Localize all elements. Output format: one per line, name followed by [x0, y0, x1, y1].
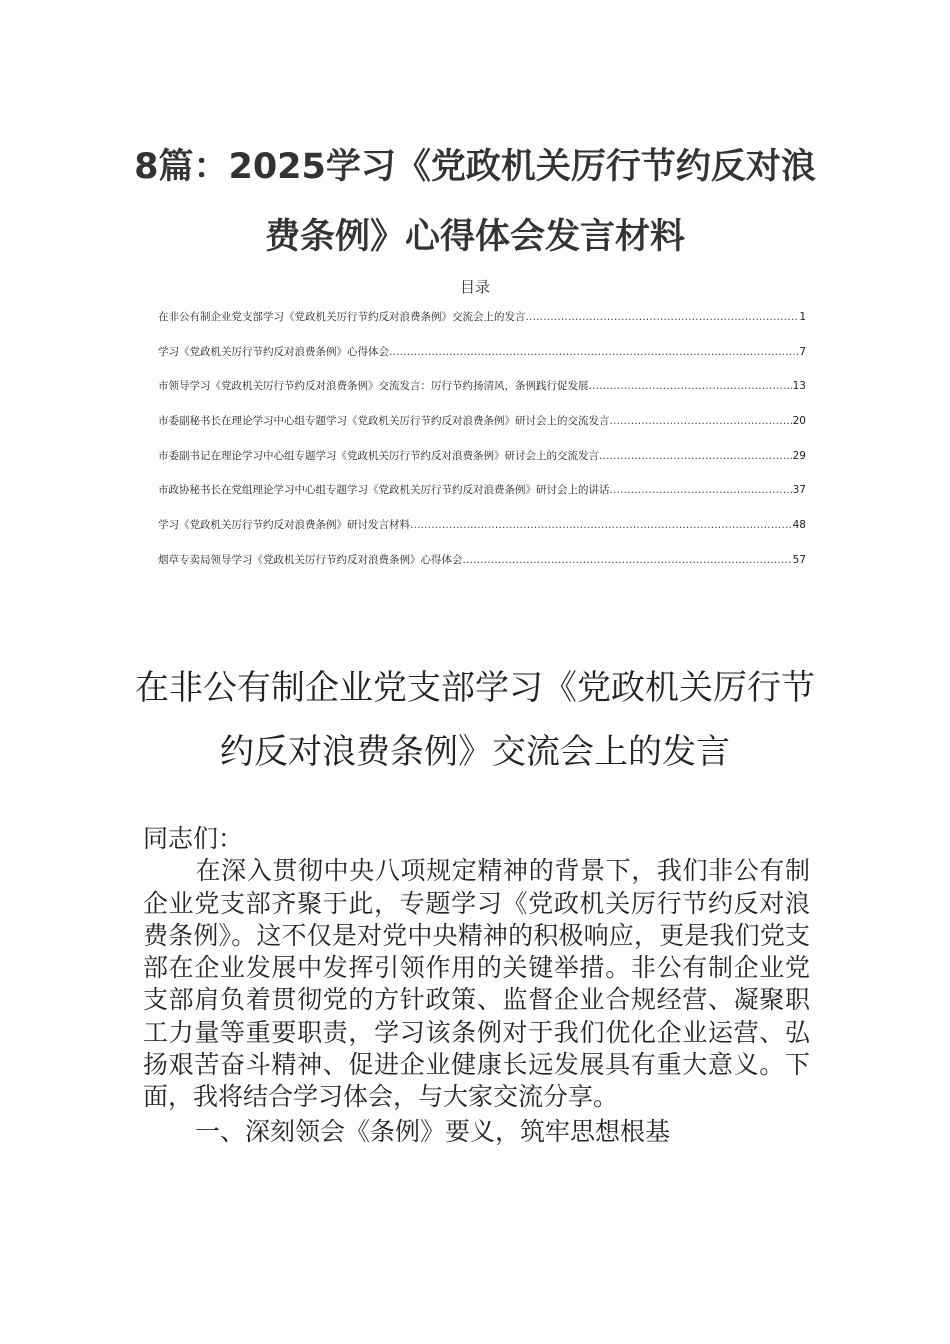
toc-entry-title: 市委副书记在理论学习中心组专题学习《党政机关厉行节约反对浪费条例》研讨会上的交流发言 — [158, 449, 599, 462]
toc-entry-title: 学习《党政机关厉行节约反对浪费条例》心得体会 — [158, 345, 389, 358]
section-body — [143, 823, 810, 1148]
toc-leader-dots — [599, 450, 792, 462]
toc-leader-dots — [463, 554, 792, 566]
toc-entry[interactable] — [158, 309, 806, 344]
toc-entry[interactable] — [158, 517, 806, 552]
toc-entry-page: 57 — [792, 553, 806, 566]
toc-entry-page: 48 — [792, 519, 806, 532]
toc-entry[interactable] — [158, 482, 806, 517]
toc-entry-title: 市政协秘书长在党组理论学习中心组专题学习《党政机关厉行节约反对浪费条例》研讨会上的讲话 — [158, 484, 610, 497]
toc-entry-title: 市委副秘书长在理论学习中心组专题学习《党政机关厉行节约反对浪费条例》研讨会上的交流发言 — [158, 415, 610, 428]
toc-entry-title: 学习《党政机关厉行节约反对浪费条例》研讨发言材料 — [158, 519, 410, 532]
toc-entry-title: 市领导学习《党政机关厉行节约反对浪费条例》交流发言：厉行节约扬清风，条例践行促发展 — [158, 380, 589, 393]
section-title: 在非公有制企业党支部学习《党政机关厉行节约反对浪费条例》交流会上的发言 — [135, 668, 815, 772]
toc-entry[interactable] — [158, 448, 806, 483]
salutation: 同志们： — [143, 824, 244, 853]
subsection-heading: 一、深刻领会《条例》要义，筑牢思想根基 — [195, 1116, 671, 1146]
toc-entry-page: 13 — [792, 380, 806, 393]
toc-entry-title: 在非公有制企业党支部学习《党政机关厉行节约反对浪费条例》交流会上的发言 — [158, 311, 526, 323]
toc-leader-dots — [610, 415, 792, 427]
toc-heading: 目录 — [459, 278, 490, 296]
toc-entry[interactable] — [158, 378, 806, 413]
toc-leader-dots — [526, 311, 799, 323]
toc-entry-page: 1 — [799, 311, 806, 323]
toc-entry[interactable] — [158, 344, 806, 379]
toc-entry-title: 烟草专卖局领导学习《党政机关厉行节约反对浪费条例》心得体会 — [158, 553, 463, 566]
toc-entry-page: 37 — [792, 484, 806, 497]
toc-entry[interactable] — [158, 552, 806, 587]
toc-entry-page: 29 — [792, 449, 806, 462]
toc-leader-dots — [389, 346, 798, 358]
table-of-contents — [158, 309, 806, 587]
toc-leader-dots — [610, 484, 792, 496]
toc-entry-page: 20 — [792, 415, 806, 428]
toc-entry-page: 7 — [799, 345, 806, 358]
body-paragraph: 在深入贯彻中央八项规定精神的背景下，我们非公有制企业党支部齐聚于此，专题学习《党政机关厉行节约反对浪费条例》。这不仅是对党中央精神的积极响应，更是我们党支部在企业发展中发挥引领作用的关键举措。非公有制企业党支部肩负着贯彻党的方针政策、监督企业合规经营、凝聚职工力量等重要职责，学习该条例对于我们优化企业运营、弘扬艰苦奋斗精神、促进企业健康长远发展具有重大意义。下面，我将结合学习体会，与大家交流分享。 — [143, 856, 810, 1112]
toc-leader-dots — [589, 380, 792, 392]
document-title: 8篇：2025学习《党政机关厉行节约反对浪费条例》心得体会发言材料 — [134, 147, 816, 257]
toc-leader-dots — [410, 519, 792, 531]
toc-entry[interactable] — [158, 413, 806, 448]
